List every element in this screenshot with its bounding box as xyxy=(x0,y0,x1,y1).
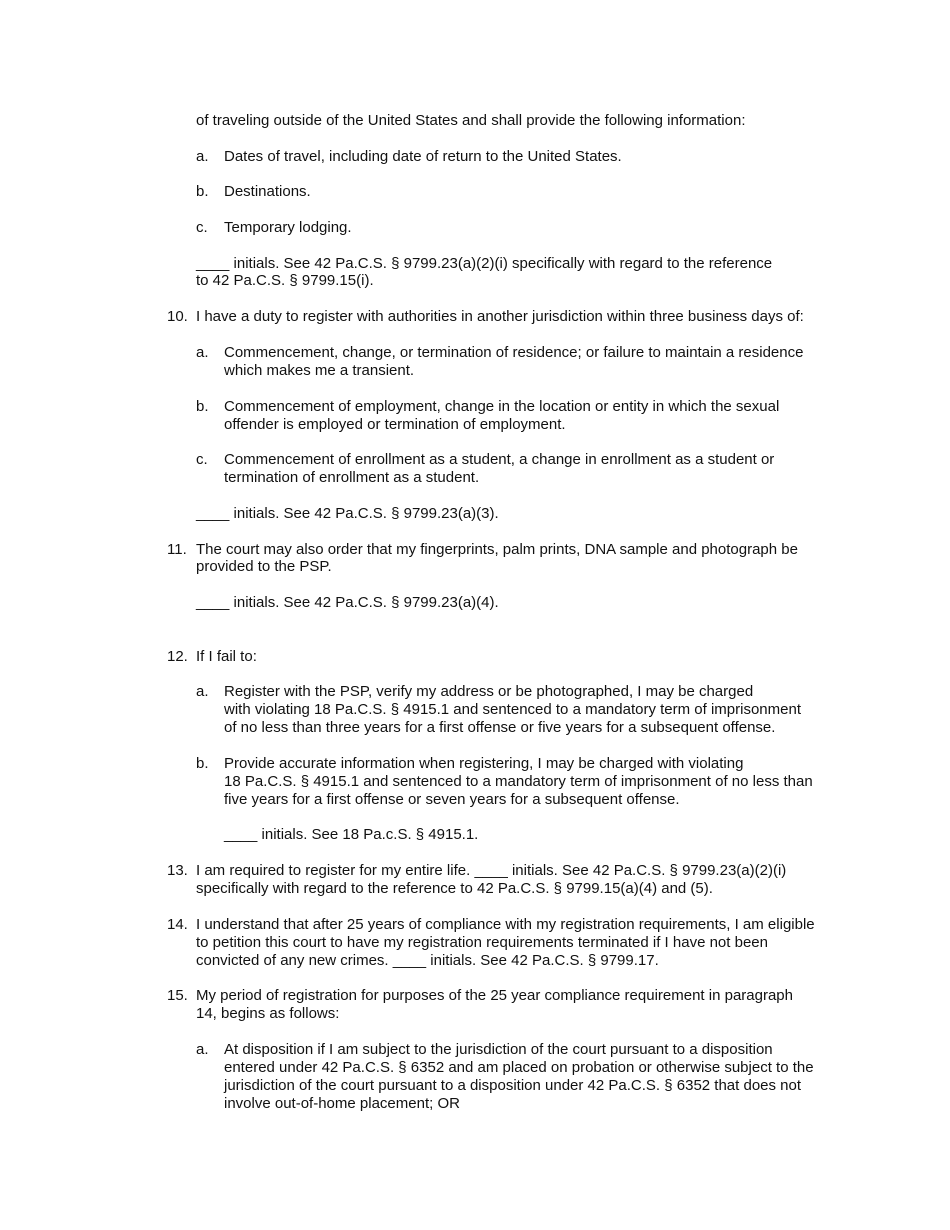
item12-a-marker: a. xyxy=(196,683,209,700)
item12-a-line3: of no less than three years for a first offense or five years for a subsequent offense. xyxy=(224,719,776,736)
item9-b-text: Destinations. xyxy=(224,183,311,200)
item13-number: 13. xyxy=(167,862,188,879)
item10-c-marker: c. xyxy=(196,451,208,468)
item10-initials: ____ initials. See 42 Pa.C.S. § 9799.23(a)(3). xyxy=(196,505,499,522)
item15-a-line2: entered under 42 Pa.C.S. § 6352 and am placed on probation or otherwise subject to the xyxy=(224,1059,814,1076)
item11-line1: The court may also order that my fingerprints, palm prints, DNA sample and photograph be xyxy=(196,541,798,558)
item9-c-text: Temporary lodging. xyxy=(224,219,352,236)
item9-a-text: Dates of travel, including date of return to the United States. xyxy=(224,148,622,165)
item10-c-line1: Commencement of enrollment as a student, a change in enrollment as a student or xyxy=(224,451,775,468)
item9-initials-line2: to 42 Pa.C.S. § 9799.15(i). xyxy=(196,272,374,289)
item14-line3: convicted of any new crimes. ____ initials. See 42 Pa.C.S. § 9799.17. xyxy=(196,952,659,969)
item9-a-marker: a. xyxy=(196,148,209,165)
item10-c-line2: termination of enrollment as a student. xyxy=(224,469,480,486)
item11-line2: provided to the PSP. xyxy=(196,558,332,575)
item14-line1: I understand that after 25 years of compliance with my registration requirements, I am eligible xyxy=(196,916,815,933)
item13-line2: specifically with regard to the reference to 42 Pa.C.S. § 9799.15(a)(4) and (5). xyxy=(196,880,713,897)
item10-a-line2: which makes me a transient. xyxy=(224,362,415,379)
item9-b-marker: b. xyxy=(196,183,209,200)
item12-b-line2: 18 Pa.C.S. § 4915.1 and sentenced to a mandatory term of imprisonment of no less than xyxy=(224,773,813,790)
item15-number: 15. xyxy=(167,987,188,1004)
item12-b-marker: b. xyxy=(196,755,209,772)
intro-line: of traveling outside of the United States and shall provide the following information: xyxy=(196,112,746,129)
item15-a-line4: involve out-of-home placement; OR xyxy=(224,1095,460,1112)
item10-b-marker: b. xyxy=(196,398,209,415)
item15-line1: My period of registration for purposes of the 25 year compliance requirement in paragraph xyxy=(196,987,793,1004)
item10-b-line1: Commencement of employment, change in the location or entity in which the sexual xyxy=(224,398,780,415)
item15-a-marker: a. xyxy=(196,1041,209,1058)
item10-number: 10. xyxy=(167,308,188,325)
item9-c-marker: c. xyxy=(196,219,208,236)
item14-line2: to petition this court to have my registration requirements terminated if I have not been xyxy=(196,934,768,951)
item12-number: 12. xyxy=(167,648,188,665)
item15-line2: 14, begins as follows: xyxy=(196,1005,340,1022)
item10-a-line1: Commencement, change, or termination of residence; or failure to maintain a residence xyxy=(224,344,804,361)
item11-number: 11. xyxy=(167,541,187,558)
item12-text: If I fail to: xyxy=(196,648,257,665)
item13-line1: I am required to register for my entire life. ____ initials. See 42 Pa.C.S. § 9799.23(a)(2)(i) xyxy=(196,862,787,879)
item12-initials: ____ initials. See 18 Pa.c.S. § 4915.1. xyxy=(224,826,479,843)
item9-initials-line1: ____ initials. See 42 Pa.C.S. § 9799.23(a)(2)(i) specifically with regard to the reference xyxy=(196,255,773,272)
item14-number: 14. xyxy=(167,916,188,933)
item15-a-line3: jurisdiction of the court pursuant to a disposition under 42 Pa.C.S. § 6352 that does not xyxy=(224,1077,802,1094)
item12-a-line1: Register with the PSP, verify my address or be photographed, I may be charged xyxy=(224,683,754,700)
item15-a-line1: At disposition if I am subject to the jurisdiction of the court pursuant to a disposition xyxy=(224,1041,773,1058)
item12-a-line2: with violating 18 Pa.C.S. § 4915.1 and sentenced to a mandatory term of imprisonment xyxy=(224,701,801,718)
item12-b-line1: Provide accurate information when registering, I may be charged with violating xyxy=(224,755,744,772)
item10-a-marker: a. xyxy=(196,344,209,361)
item10-text: I have a duty to register with authorities in another jurisdiction within three business days of: xyxy=(196,308,804,325)
item12-b-line3: five years for a first offense or seven years for a subsequent offense. xyxy=(224,791,680,808)
item11-initials: ____ initials. See 42 Pa.C.S. § 9799.23(a)(4). xyxy=(196,594,499,611)
item10-b-line2: offender is employed or termination of employment. xyxy=(224,416,566,433)
